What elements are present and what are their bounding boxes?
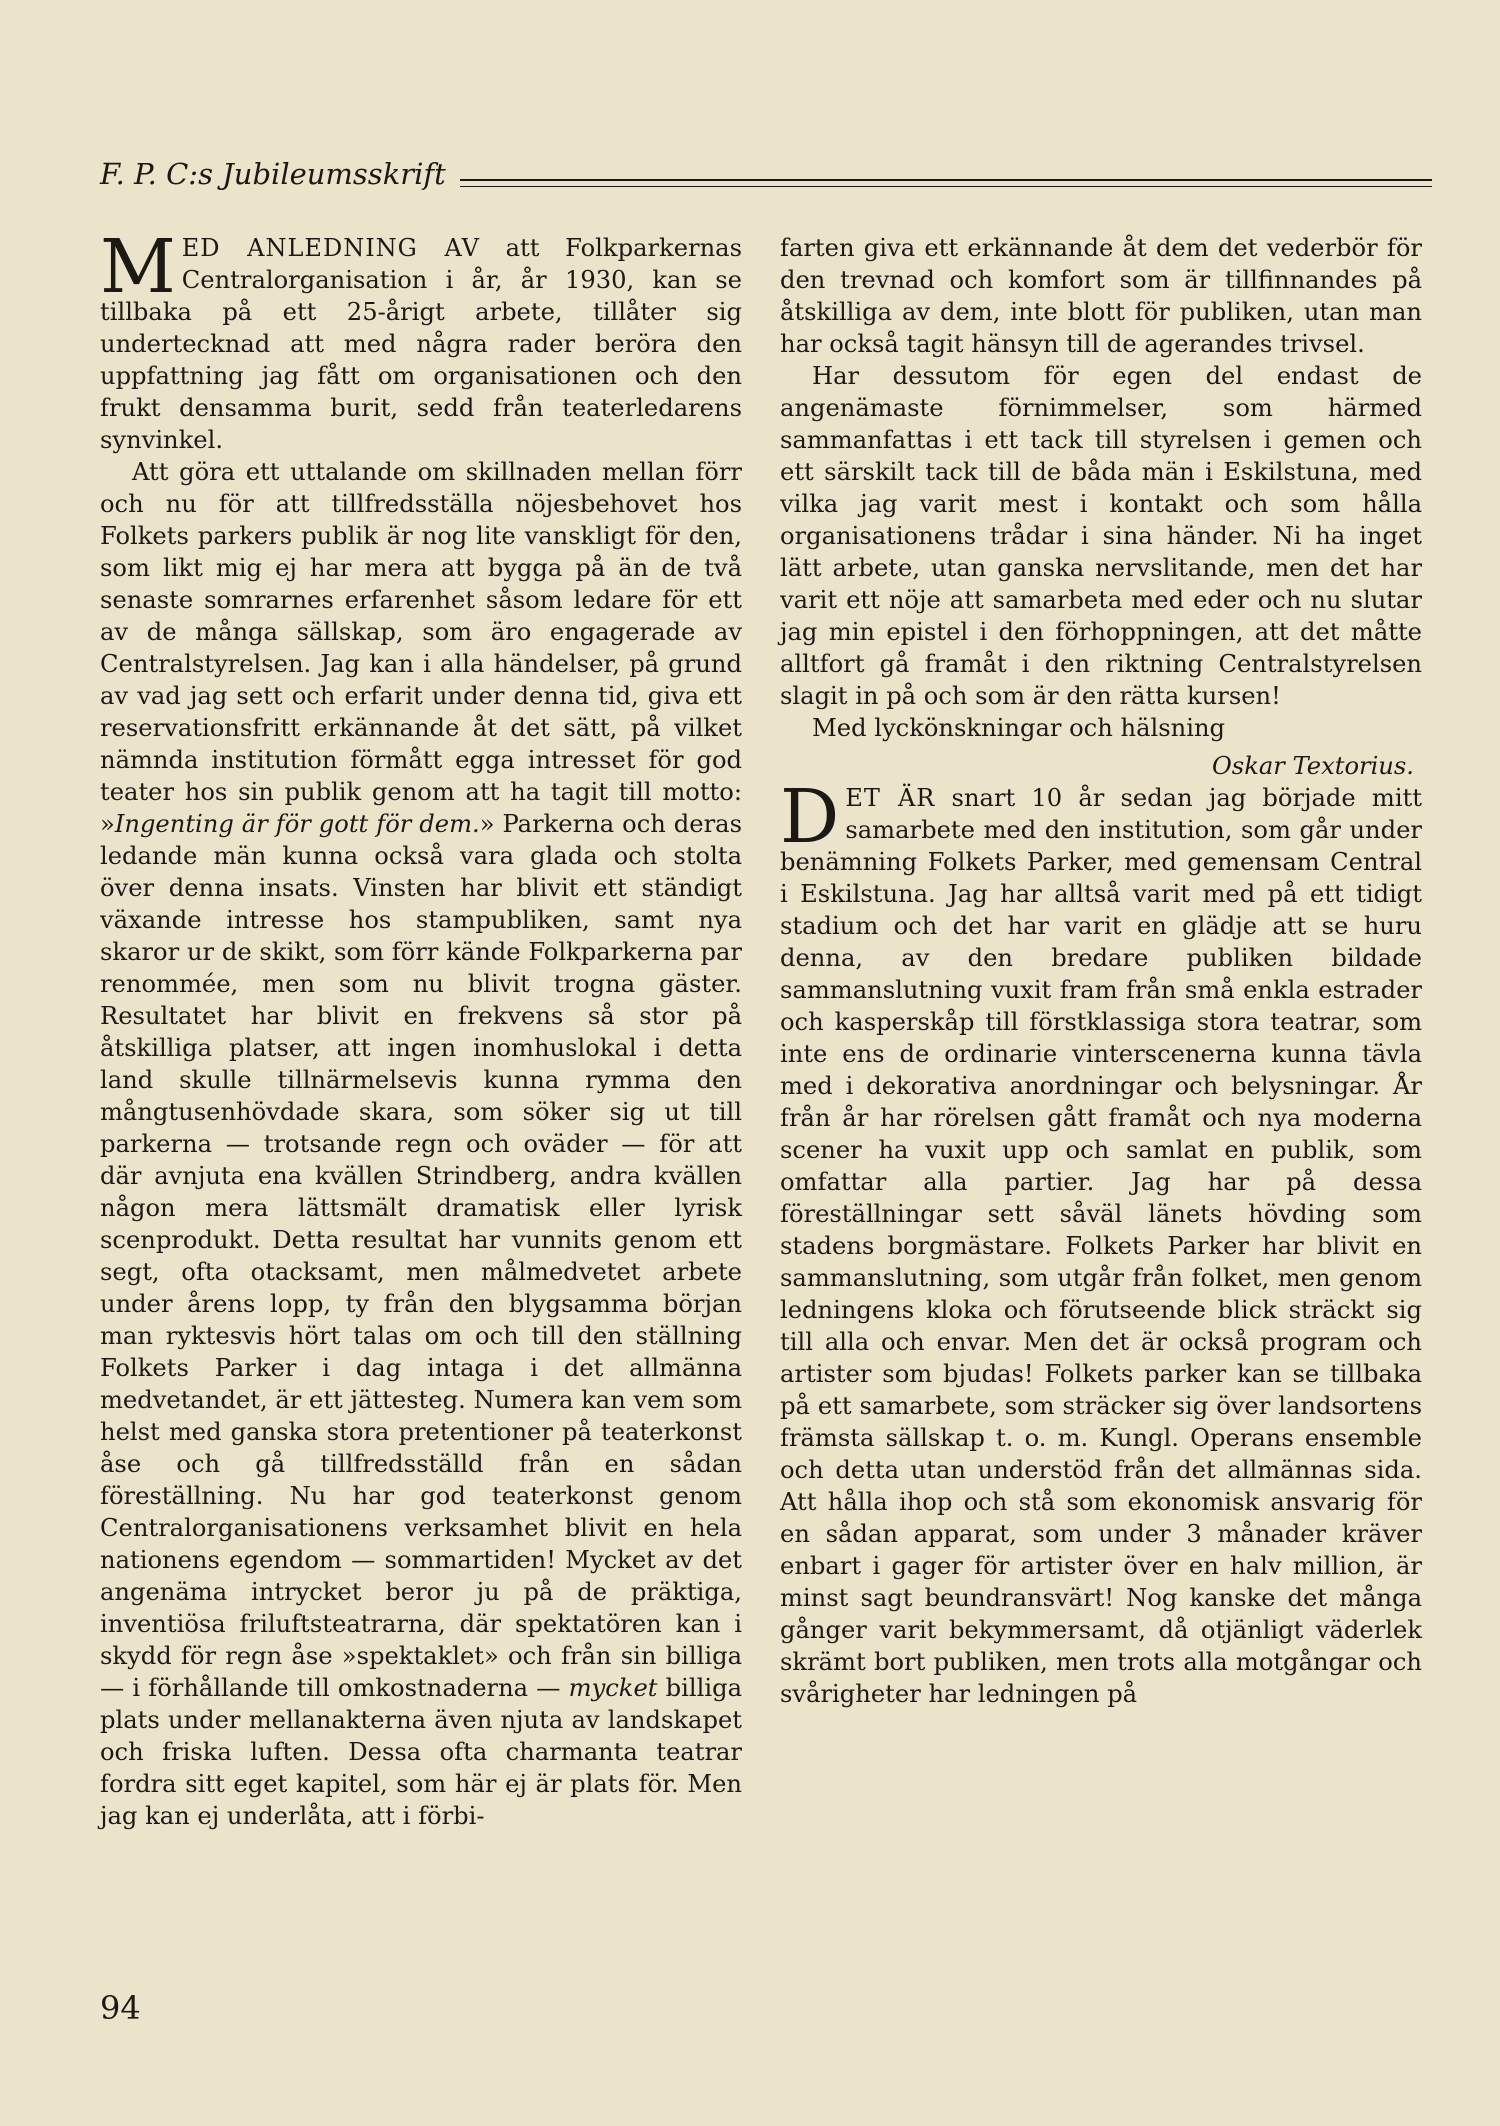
second-article-text: snart 10 år sedan jag började mitt samarbete med den institution, som går under benämning Folkets Parker, med gemensam Central i Eskilstuna. Jag har alltså varit med på ett tidigt stadium och det har varit en glädje att se huru denna, av den bredare publiken bildade sammanslutning vuxit fram från små enkla estrader och kasperskåp till förstklassiga stora teatrar, som inte ens de ordinarie vinterscenerna kunna tävla med i dekorativa anordningar och belysningar. År från år har rörelsen gått framåt och nya moderna scener ha vuxit upp och samlat en publik, som omfattar alla partier. Jag har på dessa föreställningar sett såväl länets hövding som stadens borgmästare. Folkets Parker har blivit en sammanslutning, som utgår från folket, men genom ledningens kloka och förutseende blick sträckt sig till alla och envar. Men det är också program och artister som bjudas! Folkets parker kan se tillbaka på ett samarbete, som sträcker sig över landsortens främsta sällskap t. o. m. Kungl. Operans ensemble och detta utan understöd från det allmännas sida. Att hålla ihop och stå som ekonomisk ansvarig för en sådan apparat, som under 3 månader kräver enbart i gager för artister över en halv million, är minst sagt beundransvärt! Nog kanske det många gånger varit bekymmersamt, då otjänligt väderlek skrämt bort publiken, men trots alla motgångar och svårigheter har ledningen på — [780, 784, 1422, 1708]
body-text-c: billiga plats under mellanakterna även njuta av landskapet och friska luften. Dessa ofta charmanta teatrar fordra sitt eget kapitel, som här ej är plats för. Men jag kan ej underlåta, att i förbi- — [100, 1674, 742, 1830]
opening-text: att Folkparkernas Centralorganisation i år, år 1930, kan se tillbaka på ett 25-årigt arbete, tillåter sig undertecknad att med några rader beröra den uppfattning jag fått om organisationen och den frukt densamma burit, sedd från teaterledarens synvinkel. — [100, 234, 742, 454]
second-article-lead: ET ÄR — [845, 784, 936, 812]
body-text-a: Att göra ett uttalande om skillnaden mellan förr och nu för att tillfredsställa nöjesbehovet hos Folkets parkers publik är nog lite vanskligt för den, som likt mig ej har mera att bygga på än de två senaste somrarnes erfarenhet såsom ledare för ett av de många sällskap, som äro engagerade av Centralstyrelsen. Jag kan i alla händelser, på grund av vad jag sett och erfarit under denna tid, giva ett reservationsfritt erkännande åt det sätt, på vilket nämnda institution förmått egga intresset för god teater hos sin publik genom att ha tagit till motto: » — [100, 458, 742, 838]
closing-line: Med lyckönskningar och hälsning — [812, 714, 1226, 742]
thanks-paragraph: Har dessutom för egen del endast de angenämaste förnimmelser, som härmed sammanfattas i ett tack till styrelsen i gemen och ett särskilt tack till de båda män i Eskilstuna, med vilka jag varit mest i kontakt och som hålla organisationens trådar i sina händer. Ni ha inget lätt arbete, utan ganska nervslitande, men det har varit ett nöje att samarbeta med eder och nu slutar jag min epistel i den förhoppningen, att det måtte alltfort gå framåt i den riktning Centralstyrelsen slagit in på och som är den rätta kursen! — [780, 362, 1422, 710]
body-paragraph — [100, 456, 742, 1832]
page-number: 94 — [100, 1989, 141, 2027]
dropcap-m: M — [100, 224, 176, 310]
left-column — [100, 224, 742, 1832]
continued-paragraph: farten giva ett erkännande åt dem det vederbör för den trevnad och komfort som är tillfinnandes på åtskilliga av dem, inte blott för publiken, utan man har också tagit hänsyn till de agerandes trivsel. — [780, 234, 1422, 358]
header-rule — [460, 179, 1432, 187]
header-title: F. P. C:s Jubileumsskrift — [100, 157, 446, 191]
opening-lead: ED ANLEDNING AV — [181, 234, 480, 262]
dropcap-d: D — [780, 774, 840, 860]
opening-paragraph — [100, 224, 742, 456]
signature: Oskar Textorius. — [1211, 752, 1414, 780]
motto: Ingenting är för gott för dem. — [114, 810, 480, 838]
right-column — [780, 232, 1422, 1710]
second-article-paragraph — [780, 774, 1422, 1710]
running-header — [100, 157, 1432, 191]
body-text-b: » Parkerna och deras ledande män kunna också vara glada och stolta över denna insats. Vinsten har blivit ett ständigt växande intresse hos stampubliken, samt nya skaror ur de skikt, som förr kände Folkparkerna par renommée, men som nu blivit trogna gäster. Resultatet har blivit en frekvens så stor på åtskilliga platser, att ingen inomhuslokal i detta land skulle tillnärmelsevis kunna rymma den mångtusenhövdade skara, som söker sig ut till parkerna — trotsande regn och oväder — för att där avnjuta ena kvällen Strindberg, andra kvällen någon mera lättsmält dramatisk eller lyrisk scenprodukt. Detta resultat har vunnits genom ett segt, ofta otacksamt, men målmedvetet arbete under årens lopp, ty från den blygsamma början man ryktesvis hört talas om och till den ställning Folkets Parker i dag intaga i det allmänna medvetandet, är ett jättesteg. Numera kan vem som helst med ganska stora pretentioner på teaterkonst åse och gå tillfredsställd från en sådan föreställning. Nu har god teaterkonst genom Centralorganisationens verksamhet blivit en hela nationens egendom — sommartiden! Mycket av det angenäma intrycket beror ju på de präktiga, inventiösa friluftsteatrarna, där spektatören kan i skydd för regn åse »spektaklet» och från sin billiga — i förhållande till omkostnaderna — — [100, 810, 742, 1702]
emphasis-mycket: mycket — [568, 1674, 658, 1702]
